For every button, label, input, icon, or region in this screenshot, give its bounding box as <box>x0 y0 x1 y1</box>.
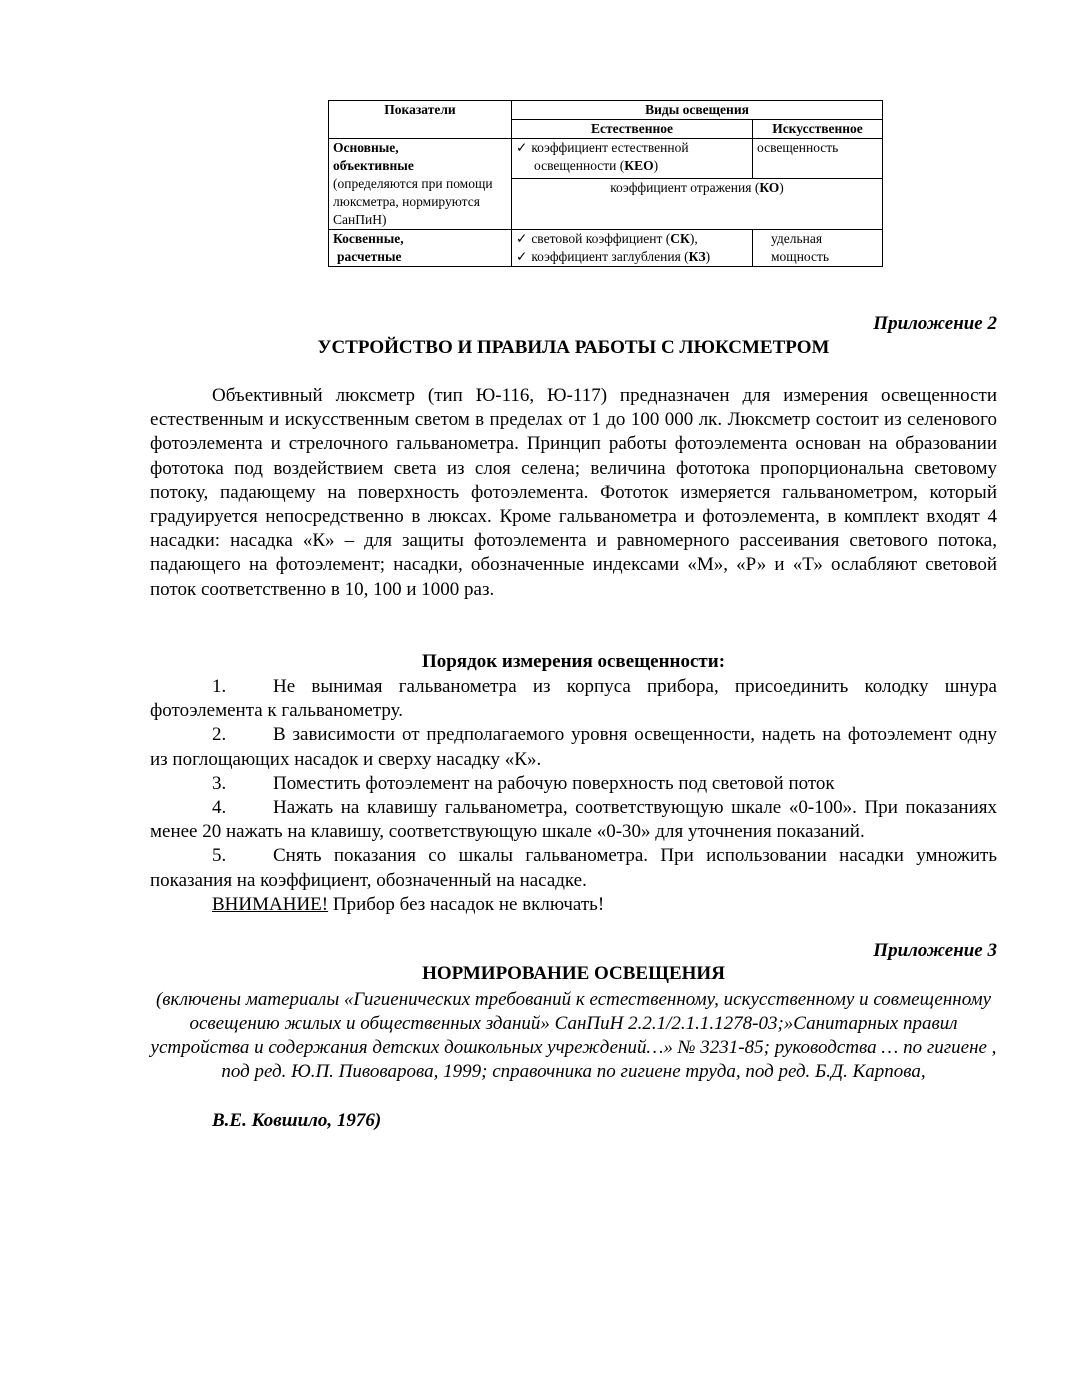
step-number: 3. <box>212 772 227 794</box>
appendix-2-body <box>150 384 997 602</box>
step-text: В зависимости от предполагаемого уровня освещенности, надеть на фотоэлемент одну из поглощающих насадок и сверху насадку «К». <box>150 724 997 770</box>
attention-word: ВНИМАНИЕ! <box>212 893 329 915</box>
step-number: 5. <box>212 845 227 867</box>
kz-abbr: КЗ <box>688 249 706 264</box>
attention-warning <box>150 893 997 917</box>
list-item <box>150 796 997 844</box>
row-indirect-artificial <box>753 230 883 267</box>
header-lighting-types: Виды освещения <box>512 101 883 120</box>
row-basic-title-a: Основные, <box>333 140 399 155</box>
list-item <box>150 723 997 771</box>
keo-text-c: ) <box>653 158 659 173</box>
appendix-3-label: Приложение 3 <box>873 940 997 961</box>
keo-abbr: КЕО <box>624 158 654 173</box>
step-text: Нажать на клавишу гальванометра, соответствующую шкале «0-100». При показаниях менее 20 нажать на клавишу, соответствующую шкале «0-30» для уточнения показаний. <box>150 797 997 843</box>
ko-text-end: ) <box>779 180 784 195</box>
appendix-2-title: УСТРОЙСТВО И ПРАВИЛА РАБОТЫ С ЛЮКСМЕТРОМ <box>317 337 830 358</box>
table-header-row <box>329 101 883 120</box>
sk-abbr: СК <box>670 231 690 246</box>
ko-abbr: КО <box>759 180 780 195</box>
row-indirect-title-a: Косвенные, <box>333 231 404 246</box>
row-basic-natural <box>512 139 753 179</box>
row-reflection-common <box>512 179 883 230</box>
step-number: 4. <box>212 797 227 819</box>
sk-text: световой коэффициент ( <box>531 231 671 246</box>
list-item <box>150 772 997 796</box>
header-artificial: Искусственное <box>753 120 883 139</box>
appendix-2-label: Приложение 2 <box>873 313 997 334</box>
appendix-3-title: НОРМИРОВАНИЕ ОСВЕЩЕНИЯ <box>422 963 725 984</box>
keo-text-b: освещенности ( <box>534 158 625 173</box>
check-icon: ✓ <box>516 140 528 155</box>
keo-text-a: коэффициент естественной <box>531 140 689 155</box>
appendix-3-note: (включены материалы «Гигиенических требований к естественному, искусственному и совмещенному освещению жилых и общественных зданий» СанПиН 2.2.1/2.1.1.1278-03;»Санитарных правил устройства и содержания детских дошкольных учреждений…» № 3231-85; руководства … по гигиене , под ред. Ю.П. Пивоварова, 1999; справочника по гигиене труда, под ред. Б.Д. Карпова, <box>150 989 997 1082</box>
table-row <box>329 230 883 267</box>
luxmeter-description: Объективный люксметр (тип Ю-116, Ю-117) предназначен для измерения освещенности естественным и искусственным светом в пределах от 1 до 100 000 лк. Люксметр состоит из селенового фотоэлемента и стрелочного гальванометра. Принцип работы фотоэлемента основан на образовании фототока под воздействием света из слоя селена; величина фототока пропорциональна световому потоку, падающему на поверхность фотоэлемента. Фототок измеряется гальванометром, который градуируется непосредственно в люксах. Кроме гальванометра и фотоэлемента, в комплект входят 4 насадки: насадка «К» – для защиты фотоэлемента и равномерного рассеивания светового потока, падающего на фотоэлемент; насадки, обозначенные индексами «М», «Р» и «Т» ослабляют световой поток соответственно в 10, 100 и 1000 раз. <box>150 385 997 600</box>
row-basic-title <box>329 139 512 230</box>
check-icon: ✓ <box>516 249 528 264</box>
header-indicators: Показатели <box>329 101 512 139</box>
procedure-title: Порядок измерения освещенности: <box>421 651 726 672</box>
indicators-table <box>328 100 883 267</box>
row-basic-title-b: объективные <box>333 158 414 173</box>
row-indirect-title <box>329 230 512 267</box>
row-indirect-natural <box>512 230 753 267</box>
step-text: Поместить фотоэлемент на рабочую поверхность под световой поток <box>273 772 835 794</box>
table-row <box>329 139 883 179</box>
step-number: 2. <box>212 724 227 746</box>
step-number: 1. <box>212 676 227 697</box>
row-indirect-title-b: расчетные <box>337 249 402 264</box>
list-item <box>150 844 997 892</box>
list-item <box>150 675 997 723</box>
specific-power-b: мощность <box>771 249 830 264</box>
check-icon: ✓ <box>516 231 528 246</box>
step-text: Снять показания со шкалы гальванометра. При использовании насадки умножить показания на коэффициент, обозначенный на насадке. <box>150 845 997 891</box>
header-natural: Естественное <box>512 120 753 139</box>
sk-text-end: ), <box>689 231 698 246</box>
kz-text-end: ) <box>705 249 711 264</box>
specific-power-a: удельная <box>771 231 823 246</box>
step-text: Не вынимая гальванометра из корпуса прибора, присоединить колодку шнура фотоэлемента к гальванометру. <box>150 676 997 722</box>
ko-text: коэффициент отражения ( <box>610 180 760 195</box>
appendix-3-author: В.Е. Ковшило, 1976) <box>212 1110 382 1131</box>
row-basic-artificial: освещенность <box>753 139 883 179</box>
attention-text: Прибор без насадок не включать! <box>328 893 605 915</box>
row-basic-note: (определяются при помощи люксметра, нормируются СанПиН) <box>333 176 493 227</box>
kz-text: коэффициент заглубления ( <box>531 249 689 264</box>
procedure-steps <box>150 675 997 917</box>
